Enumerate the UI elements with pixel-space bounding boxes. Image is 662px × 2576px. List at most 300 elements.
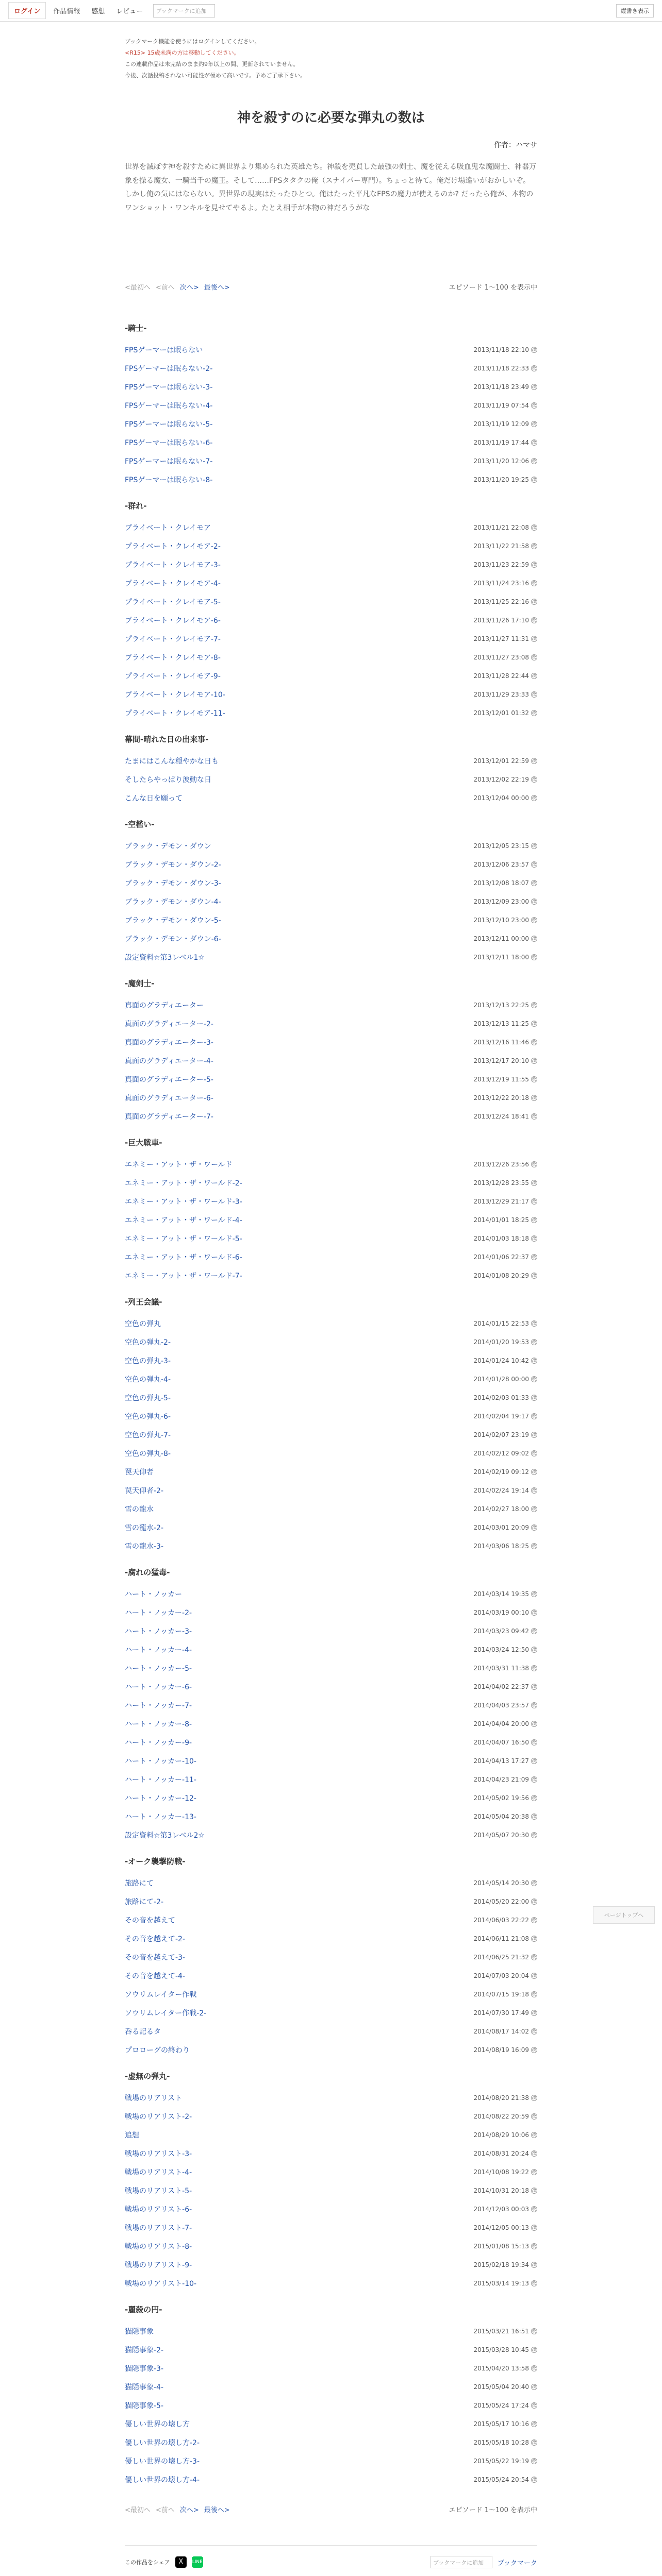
episode-link[interactable]: 空色の弾丸-7- (125, 1431, 171, 1440)
episode-link[interactable]: 戦場のリアリスト (125, 2094, 183, 2103)
episode-date: 2013/12/09 23:00 (473, 898, 529, 906)
revised-icon: 改 (532, 384, 536, 389)
notice-stale: この連載作品は未完結のまま約9年以上の間、更新されていません。 (125, 61, 299, 67)
episode-row (125, 2107, 537, 2126)
notice (125, 22, 537, 87)
episode-row (125, 1789, 537, 1807)
episode-row (125, 470, 537, 489)
episode-link[interactable]: プロローグの終わり (125, 2046, 190, 2055)
revised-icon: 改 (532, 1684, 536, 1689)
episode-row (125, 359, 537, 378)
episode-date: 2014/10/31 20:18 (473, 2187, 529, 2195)
episode-row (125, 1659, 537, 1677)
nav-impression[interactable]: 感想 (91, 8, 105, 15)
episode-link[interactable]: 空色の弾丸-8- (125, 1450, 171, 1459)
pager-top (125, 282, 537, 292)
episode-date: 2014/02/12 09:02 (473, 1450, 529, 1458)
episode-row (125, 2022, 537, 2041)
episode-date: 2013/12/13 11:25 (473, 1020, 529, 1028)
episode-row (125, 1585, 537, 1603)
episode-date: 2014/07/30 17:49 (473, 2009, 529, 2017)
episode-link[interactable]: ソウリムレイター作戦-2- (125, 2009, 207, 2018)
episode-row (125, 1426, 537, 1444)
episode-link[interactable]: 戦場のリアリスト-7- (125, 2224, 192, 2233)
bookmark-button[interactable]: ブックマーク (497, 2559, 537, 2567)
episode-link[interactable]: こんな日を願って (125, 794, 183, 803)
episode-row (125, 1911, 537, 1929)
chapter-section (125, 323, 537, 489)
chapter-title: -群れ- (125, 501, 147, 511)
chapter-title: 幕間-晴れた日の出来事- (125, 735, 209, 744)
episode-link[interactable]: プライベート・クレイモア-8- (125, 654, 221, 663)
episode-link[interactable]: エネミー・アット・ザ・ワールド-2- (125, 1179, 242, 1188)
revised-icon: 改 (532, 673, 536, 679)
episode-link[interactable]: 空色の弾丸-4- (125, 1376, 171, 1384)
episode-link[interactable]: ブラック・デモン・ダウン-5- (125, 917, 221, 925)
chapter-section (125, 734, 537, 807)
episode-link[interactable]: ハート・ノッカー-11- (125, 1776, 196, 1785)
episode-row (125, 789, 537, 807)
episode-date: 2014/08/20 21:38 (473, 2094, 529, 2102)
episode-date: 2013/12/04 00:00 (473, 794, 529, 802)
episode-link[interactable]: FPSゲーマーは眠らない-4- (125, 402, 213, 411)
episode-row (125, 1192, 537, 1211)
episode-link[interactable]: ハート・ノッカー-7- (125, 1702, 192, 1710)
line-icon[interactable]: LINE (192, 2556, 203, 2568)
chapter-title: -麗殺の円- (125, 2305, 162, 2315)
episode-row (125, 518, 537, 537)
revised-icon: 改 (532, 2225, 536, 2230)
episode-link[interactable]: 真面のグラディエーター (125, 1002, 204, 1010)
episode-date: 2015/01/08 15:13 (473, 2243, 529, 2250)
episode-link[interactable]: 追想 (125, 2131, 139, 2140)
episode-row (125, 1248, 537, 1266)
episode-link[interactable]: 呑る記るタ (125, 2028, 161, 2037)
episode-link[interactable]: 優しい世界の壊し方 (125, 2420, 190, 2429)
episode-row (125, 2415, 537, 2433)
episode-date: 2014/07/03 20:04 (473, 1972, 529, 1980)
episode-link[interactable]: エネミー・アット・ザ・ワールド-6- (125, 1253, 242, 1262)
revised-icon: 改 (532, 1488, 536, 1493)
episode-row (125, 648, 537, 667)
episode-link[interactable]: 真面のグラディエーター-2- (125, 1020, 213, 1029)
revised-icon: 改 (532, 1321, 536, 1326)
episode-link[interactable]: 戦場のリアリスト-5- (125, 2187, 192, 2196)
episode-link[interactable]: プライベート・クレイモア-6- (125, 617, 221, 625)
episode-date: 2014/08/29 10:06 (473, 2131, 529, 2139)
episode-link[interactable]: ハート・ノッカー-5- (125, 1665, 192, 1673)
episode-link[interactable]: プライベート・クレイモア-4- (125, 580, 221, 588)
episode-date: 2013/12/17 20:10 (473, 1057, 529, 1065)
episode-date: 2015/03/14 19:13 (473, 2280, 529, 2287)
episode-row (125, 1407, 537, 1426)
revised-icon: 改 (532, 1273, 536, 1278)
episode-row (125, 1733, 537, 1752)
episode-link[interactable]: ハート・ノッカー-9- (125, 1739, 192, 1748)
episode-link[interactable]: そしたらやっぱり波動な日 (125, 776, 211, 785)
revised-icon: 改 (532, 1114, 536, 1119)
episode-link[interactable]: ハート・ノッカー-4- (125, 1646, 192, 1655)
episode-row (125, 452, 537, 470)
episode-date: 2013/11/27 11:31 (473, 635, 529, 643)
episode-link[interactable]: プライベート・クレイモア (125, 524, 211, 533)
episode-link[interactable]: FPSゲーマーは眠らない-5- (125, 420, 213, 429)
episode-row (125, 2341, 537, 2359)
episode-row (125, 1967, 537, 1985)
revised-icon: 改 (532, 2170, 536, 2175)
episode-link[interactable]: プライベート・クレイモア-11- (125, 709, 225, 718)
episode-row (125, 630, 537, 648)
episode-date: 2013/11/18 22:33 (473, 365, 529, 372)
chapter-section (125, 1856, 537, 2059)
episode-link[interactable]: FPSゲーマーは眠らない (125, 346, 203, 355)
episode-link[interactable]: 空色の弾丸-6- (125, 1413, 171, 1421)
revised-icon: 改 (532, 692, 536, 697)
revised-icon: 改 (532, 1003, 536, 1008)
episode-row (125, 415, 537, 433)
episode-link[interactable]: 戦場のリアリスト-4- (125, 2168, 192, 2177)
episode-row (125, 704, 537, 722)
episode-row (125, 1033, 537, 1052)
episode-row (125, 1640, 537, 1659)
episode-link[interactable]: プライベート・クレイモア-10- (125, 691, 225, 700)
episode-date: 2014/02/07 23:19 (473, 1431, 529, 1439)
episode-row (125, 2144, 537, 2163)
revised-icon: 改 (532, 1955, 536, 1960)
bookmark-input[interactable]: ブックマークに追加 (153, 4, 215, 18)
episode-link[interactable]: その音を越えて (125, 1917, 175, 1925)
episode-date: 2014/02/24 19:14 (473, 1487, 529, 1495)
episode-row (125, 2041, 537, 2059)
chapter-title: -虚無の弾丸- (125, 2072, 170, 2081)
episode-row (125, 1089, 537, 1107)
revised-icon: 改 (532, 1544, 536, 1549)
episode-row (125, 1518, 537, 1537)
episode-link[interactable]: プライベート・クレイモア-7- (125, 635, 221, 644)
episode-date: 2014/05/14 20:30 (473, 1879, 529, 1887)
episode-date: 2014/03/06 18:25 (473, 1543, 529, 1550)
episode-link[interactable]: ハート・ノッカー-12- (125, 1794, 196, 1803)
episode-link[interactable]: FPSゲーマーは眠らない-6- (125, 439, 213, 448)
episode-link[interactable]: 優しい世界の壊し方-2- (125, 2439, 200, 2448)
episode-link[interactable]: 優しい世界の壊し方-4- (125, 2476, 200, 2485)
episode-date: 2015/05/22 19:19 (473, 2458, 529, 2465)
notice-stale-2: 今後、次話投稿されない可能性が極めて高いです。予めご了承下さい。 (125, 72, 306, 79)
notice-r15: <R15> 15歳未満の方は移動してください。 (125, 49, 240, 56)
episode-link[interactable]: 雪の龍水-2- (125, 1524, 164, 1533)
revised-icon: 改 (532, 1180, 536, 1185)
episode-date: 2015/02/18 19:34 (473, 2261, 529, 2269)
episode-row (125, 433, 537, 452)
episode-row (125, 1229, 537, 1248)
episode-link[interactable]: 罠天仰者 (125, 1468, 154, 1477)
revised-icon: 改 (532, 2403, 536, 2408)
episode-row (125, 1481, 537, 1500)
episode-link[interactable]: ブラック・デモン・ダウン-6- (125, 935, 221, 944)
episode-date: 2013/12/11 00:00 (473, 935, 529, 943)
revised-icon: 改 (532, 2244, 536, 2249)
episode-row (125, 2256, 537, 2274)
episode-link[interactable]: 猫隠事象-5- (125, 2402, 164, 2411)
episode-link[interactable]: 空色の弾丸-2- (125, 1338, 171, 1347)
episode-date: 2014/07/15 19:18 (473, 1991, 529, 1998)
episode-link[interactable]: FPSゲーマーは眠らない-3- (125, 383, 213, 392)
episode-link[interactable]: エネミー・アット・ザ・ワールド-7- (125, 1272, 242, 1281)
episode-link[interactable]: ブラック・デモン・ダウン (125, 842, 211, 851)
episode-row (125, 2396, 537, 2415)
episode-row (125, 341, 537, 359)
revised-icon: 改 (532, 795, 536, 801)
revised-icon: 改 (532, 1795, 536, 1801)
episode-row (125, 1052, 537, 1070)
episode-date: 2013/11/23 22:59 (473, 561, 529, 569)
episode-link[interactable]: 猫隠事象 (125, 2328, 154, 2336)
episode-link[interactable]: 戦場のリアリスト-8- (125, 2243, 192, 2251)
episode-link[interactable]: ハート・ノッカー-6- (125, 1683, 192, 1692)
revised-icon: 改 (532, 1506, 536, 1512)
episode-link[interactable]: 戦場のリアリスト-9- (125, 2261, 192, 2270)
pager-count: エピソード 1～100 を表示中 (449, 284, 537, 292)
episode-row (125, 1807, 537, 1826)
episode-row (125, 2200, 537, 2218)
episode-link[interactable]: ブラック・デモン・ダウン-4- (125, 898, 221, 907)
revised-icon: 改 (532, 421, 536, 427)
episode-date: 2015/05/18 10:28 (473, 2439, 529, 2447)
episode-date: 2013/11/19 07:54 (473, 402, 529, 410)
revised-icon: 改 (532, 1703, 536, 1708)
author[interactable]: 作者：ハマサ (494, 141, 537, 149)
episode-row (125, 574, 537, 592)
revised-icon: 改 (532, 618, 536, 623)
episode-date: 2014/03/19 00:10 (473, 1609, 529, 1617)
nav-review[interactable]: レビュー (116, 8, 143, 15)
episode-date: 2013/11/24 23:16 (473, 580, 529, 587)
episode-link[interactable]: FPSゲーマーは眠らない-7- (125, 457, 213, 466)
revised-icon: 改 (532, 525, 536, 530)
episode-link[interactable]: 真面のグラディエーター-5- (125, 1076, 213, 1084)
episode-date: 2014/02/04 19:17 (473, 1413, 529, 1420)
episode-date: 2014/08/17 14:02 (473, 2028, 529, 2036)
episode-row (125, 2322, 537, 2341)
pager-last[interactable]: 最後へ> (204, 2506, 230, 2515)
chapter-section (125, 819, 537, 967)
episode-link[interactable]: ハート・ノッカー (125, 1590, 183, 1599)
episode-link[interactable]: 空色の弾丸-3- (125, 1357, 171, 1366)
pager-last[interactable]: 最後へ> (204, 284, 230, 292)
login-button[interactable]: ログイン (8, 2, 46, 19)
pager-next[interactable]: 次へ> (179, 2506, 199, 2515)
episode-row (125, 1070, 537, 1089)
revised-icon: 改 (532, 918, 536, 923)
episode-row (125, 911, 537, 929)
episode-link[interactable]: たまにはこんな穏やかな日も (125, 757, 219, 766)
episode-date: 2014/01/06 22:37 (473, 1253, 529, 1261)
episode-date: 2014/12/05 00:13 (473, 2224, 529, 2232)
episode-row (125, 770, 537, 789)
revised-icon: 改 (532, 1992, 536, 1997)
episode-link[interactable]: 罠天仰者-2- (125, 1487, 164, 1496)
revised-icon: 改 (532, 2459, 536, 2464)
episode-link[interactable]: 戦場のリアリスト-6- (125, 2206, 192, 2214)
episode-link[interactable]: 戦場のリアリスト-10- (125, 2280, 197, 2289)
episode-date: 2015/05/04 20:40 (473, 2383, 529, 2391)
revised-icon: 改 (532, 1740, 536, 1745)
page-top-button[interactable]: ページトップへ (593, 1906, 655, 1924)
episode-row (125, 1948, 537, 1967)
revised-icon: 改 (532, 1040, 536, 1045)
episode-row (125, 667, 537, 685)
episode-link[interactable]: ブラック・デモン・ダウン-3- (125, 879, 221, 888)
revised-icon: 改 (532, 1217, 536, 1223)
episode-row (125, 855, 537, 874)
revised-icon: 改 (532, 1395, 536, 1400)
episode-link[interactable]: 空色の弾丸 (125, 1320, 161, 1329)
episode-date: 2013/11/20 19:25 (473, 476, 529, 484)
revised-icon: 改 (532, 758, 536, 764)
episode-link[interactable]: FPSゲーマーは眠らない-2- (125, 365, 213, 374)
episode-link[interactable]: ハート・ノッカー-10- (125, 1757, 196, 1766)
episode-link[interactable]: エネミー・アット・ザ・ワールド (125, 1161, 233, 1170)
episode-link[interactable]: その音を越えて-4- (125, 1972, 186, 1981)
episode-link[interactable]: 真面のグラディエーター-7- (125, 1113, 213, 1122)
revised-icon: 改 (532, 459, 536, 464)
episode-date: 2014/08/22 20:59 (473, 2113, 529, 2121)
episode-link[interactable]: ハート・ノッカー-3- (125, 1628, 192, 1636)
episode-link[interactable]: エネミー・アット・ザ・ワールド-4- (125, 1216, 242, 1225)
episode-link[interactable]: プライベート・クレイモア-2- (125, 543, 221, 551)
revised-icon: 改 (532, 862, 536, 867)
episode-link[interactable]: 優しい世界の壊し方-3- (125, 2458, 200, 2466)
x-icon[interactable]: X (175, 2556, 187, 2568)
episode-link[interactable]: その音を越えて-2- (125, 1935, 186, 1944)
table-of-contents (125, 323, 537, 2489)
episode-link[interactable]: 猫隠事象-4- (125, 2383, 164, 2392)
episode-link[interactable]: 設定資料☆第3レベル2☆ (125, 1832, 205, 1840)
revised-icon: 改 (532, 1525, 536, 1530)
chapter-section (125, 1296, 537, 1555)
bookmark-input-bottom[interactable]: ブックマークに追加 (431, 2556, 492, 2568)
revised-icon: 改 (532, 1629, 536, 1634)
episode-link[interactable]: 戦場のリアリスト-3- (125, 2150, 192, 2159)
episode-date: 2014/05/02 19:56 (473, 1794, 529, 1802)
revised-icon: 改 (532, 1777, 536, 1782)
revised-icon: 改 (532, 880, 536, 886)
episode-date: 2014/08/31 20:24 (473, 2150, 529, 2158)
episode-date: 2013/12/08 18:07 (473, 879, 529, 887)
episode-date: 2015/05/17 10:16 (473, 2420, 529, 2428)
episode-link[interactable]: 真面のグラディエーター-6- (125, 1094, 213, 1103)
episode-row (125, 1622, 537, 1640)
episode-row (125, 996, 537, 1014)
revised-icon: 改 (532, 581, 536, 586)
episode-date: 2013/12/01 22:59 (473, 757, 529, 765)
episode-date: 2014/01/24 10:42 (473, 1357, 529, 1365)
episode-row (125, 2126, 537, 2144)
episode-date: 2014/03/24 12:50 (473, 1646, 529, 1654)
episode-link[interactable]: その音を越えて-3- (125, 1954, 186, 1962)
episode-link[interactable]: ソウリムレイター作戦 (125, 1991, 197, 1999)
episode-link[interactable]: エネミー・アット・ザ・ワールド-3- (125, 1198, 242, 1207)
revised-icon: 改 (532, 2347, 536, 2352)
episode-row (125, 2378, 537, 2396)
revised-icon: 改 (532, 1377, 536, 1382)
episode-date: 2013/12/19 11:55 (473, 1076, 529, 1083)
episode-link[interactable]: 真面のグラディエーター-4- (125, 1057, 213, 1066)
revised-icon: 改 (532, 2047, 536, 2053)
episode-link[interactable]: プライベート・クレイモア-9- (125, 672, 221, 681)
revised-icon: 改 (532, 1236, 536, 1241)
episode-date: 2015/04/20 13:58 (473, 2365, 529, 2372)
revised-icon: 改 (532, 2010, 536, 2015)
episode-link[interactable]: 雪の龍水 (125, 1505, 154, 1514)
revised-icon: 改 (532, 2114, 536, 2119)
revised-icon: 改 (532, 544, 536, 549)
episode-row (125, 2004, 537, 2022)
revised-icon: 改 (532, 366, 536, 371)
episode-link[interactable]: 猫隠事象-3- (125, 2365, 164, 2374)
revised-icon: 改 (532, 2188, 536, 2193)
revised-icon: 改 (532, 2262, 536, 2267)
episode-link[interactable]: プライベート・クレイモア-3- (125, 561, 221, 570)
episode-date: 2013/12/10 23:00 (473, 917, 529, 924)
share-bar (125, 2545, 537, 2576)
episode-row (125, 2218, 537, 2237)
episode-link[interactable]: 雪の龍水-3- (125, 1543, 164, 1551)
episode-row (125, 837, 537, 855)
episode-link[interactable]: ハート・ノッカー-8- (125, 1720, 192, 1729)
nav-info[interactable]: 作品情報 (53, 8, 80, 15)
synopsis: 世界を滅ぼす神を殺すために異世界より集められた英雄たち。神殺を売買した最強の剣士、魔を従える吸血鬼な魔闘士、神器万象を操る魔女、一騎当千の魔王。そして……FPSタタクの俺（スナイパー専門）。ちょっと待て。俺だけ場違いがおかしいぞ。しかし俺の気にはならない。異世界の現実はたったひとつ。俺はたった平凡なFPSの魔力が使えるのか? だったら俺が、本物のワンショット・ワンキルを見せてやるよ。たとえ相手が本物の神だろうがな (125, 163, 536, 212)
revised-icon: 改 (532, 843, 536, 849)
episode-date: 2014/03/01 20:09 (473, 1524, 529, 1532)
pager-next[interactable]: 次へ> (179, 284, 199, 292)
episode-link[interactable]: ハート・ノッカー-2- (125, 1609, 192, 1618)
episode-link[interactable]: 猫隠事象-2- (125, 2346, 164, 2355)
episode-row (125, 378, 537, 396)
episode-date: 2013/11/18 23:49 (473, 383, 529, 391)
revised-icon: 改 (532, 955, 536, 960)
episode-date: 2015/05/24 20:54 (473, 2476, 529, 2484)
episode-date: 2014/10/08 19:22 (473, 2168, 529, 2176)
episode-row (125, 1715, 537, 1733)
episode-link[interactable]: プライベート・クレイモア-5- (125, 598, 221, 607)
episode-link[interactable]: 空色の弾丸-5- (125, 1394, 171, 1403)
episode-link[interactable]: エネミー・アット・ザ・ワールド-5- (125, 1235, 242, 1244)
episode-link[interactable]: ブラック・デモン・ダウン-2- (125, 861, 221, 870)
episode-link[interactable]: 旅路にて (125, 1879, 154, 1888)
episode-date: 2014/05/20 22:00 (473, 1898, 529, 1906)
pager-prev: <前へ (155, 284, 175, 292)
episode-link[interactable]: 戦場のリアリスト-2- (125, 2113, 192, 2122)
episode-link[interactable]: FPSゲーマーは眠らない-8- (125, 476, 213, 485)
episode-row (125, 1266, 537, 1285)
revised-icon: 改 (532, 1591, 536, 1597)
episode-row (125, 1444, 537, 1463)
episode-link[interactable]: 旅路にて-2- (125, 1898, 164, 1907)
episode-link[interactable]: ハート・ノッカー-13- (125, 1813, 196, 1822)
episode-link[interactable]: 設定資料☆第3レベル1☆ (125, 954, 205, 962)
vertical-view-button[interactable]: 縦書き表示 (616, 4, 654, 18)
revised-icon: 改 (532, 1432, 536, 1437)
episode-date: 2014/04/07 16:50 (473, 1739, 529, 1747)
revised-icon: 改 (532, 2207, 536, 2212)
revised-icon: 改 (532, 1814, 536, 1819)
episode-date: 2013/11/29 23:33 (473, 691, 529, 699)
episode-link[interactable]: 真面のグラディエーター-3- (125, 1039, 213, 1047)
episode-row (125, 1752, 537, 1770)
episode-date: 2013/12/24 18:41 (473, 1113, 529, 1121)
episode-date: 2015/03/28 10:45 (473, 2346, 529, 2354)
